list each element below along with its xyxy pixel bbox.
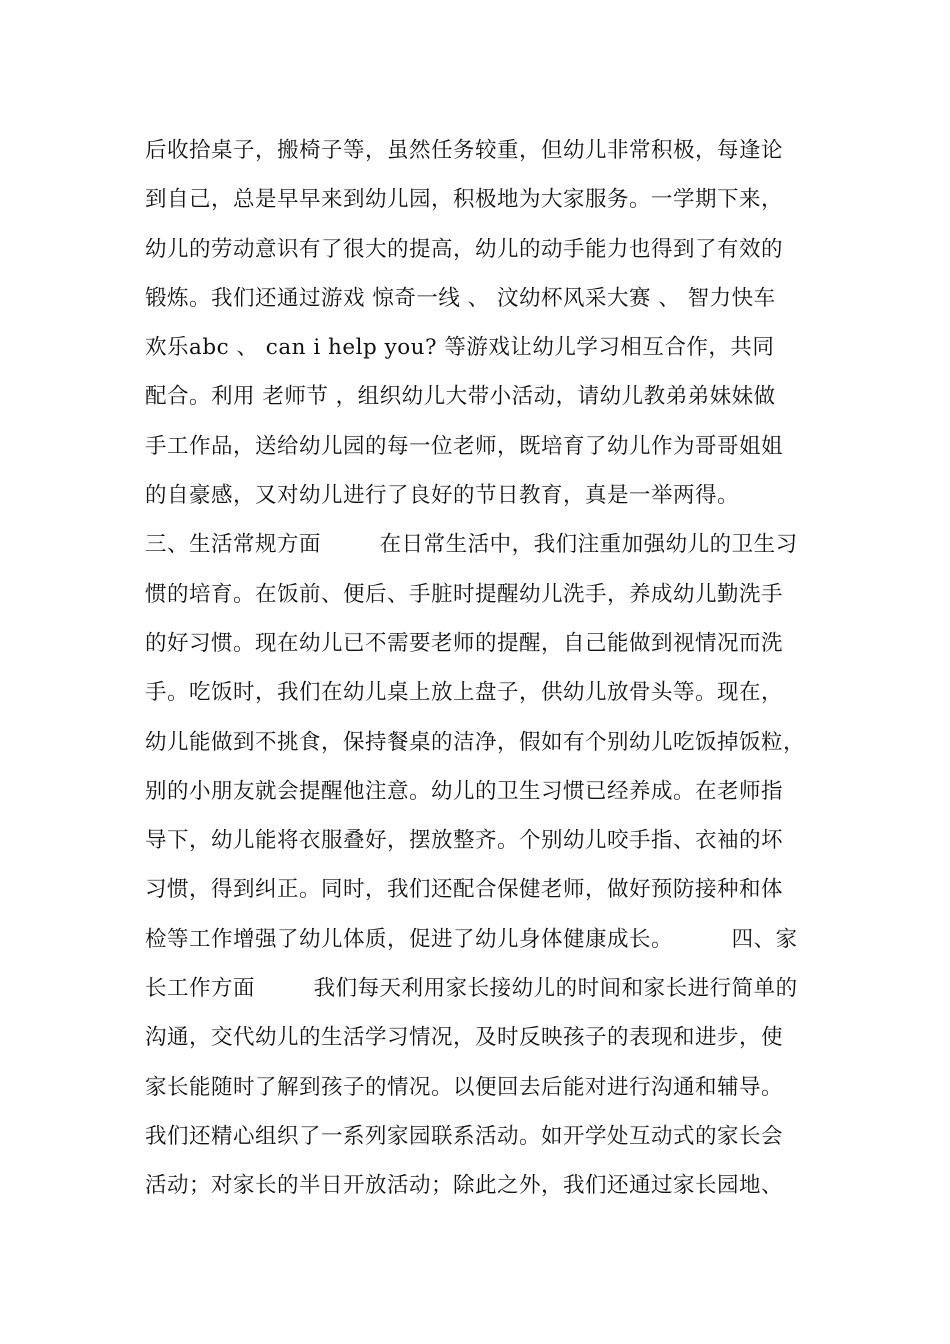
text-line: 手工作品，送给幼儿园的每一位老师，既培育了幼儿作为哥哥姐姐 <box>145 433 784 459</box>
text-line: 长工作方面 我们每天利用家长接幼儿的时间和家长进行简单的 <box>145 976 798 1002</box>
text-line: 锻炼。我们还通过游戏 惊奇一线 、 汶幼杯风采大赛 、 智力快车 <box>145 285 776 311</box>
text-line: 幼儿能做到不挑食，保持餐桌的洁净，假如有个别幼儿吃饭掉饭粒， <box>145 729 806 755</box>
text-line: 到自己，总是早早来到幼儿园，积极地为大家服务。一学期下来， <box>145 187 784 213</box>
text-line: 幼儿的劳动意识有了很大的提高，幼儿的动手能力也得到了有效的 <box>145 236 784 262</box>
text-line: 的自豪感，又对幼儿进行了良好的节日教育，真是一举两得。 <box>145 483 740 509</box>
text-line: 导下，幼儿能将衣服叠好，摆放整齐。个别幼儿咬手指、衣袖的坏 <box>145 828 784 854</box>
text-line: 配合。利用 老师节 ，组织幼儿大带小活动，请幼儿教弟弟妹妹做 <box>145 384 776 410</box>
text-line: 检等工作增强了幼儿体质，促进了幼儿身体健康成长。 四、家 <box>145 926 798 952</box>
text-line: 惯的培育。在饭前、便后、手脏时提醒幼儿洗手，养成幼儿勤洗手 <box>145 581 784 607</box>
text-line: 三、生活常规方面 在日常生活中，我们注重加强幼儿的卫生习 <box>145 532 798 558</box>
text-line: 家长能随时了解到孩子的情况。以便回去后能对进行沟通和辅导。 <box>145 1074 784 1100</box>
text-line: 手。吃饭时，我们在幼儿桌上放上盘子，供幼儿放骨头等。现在， <box>145 680 784 706</box>
text-line: 后收拾桌子，搬椅子等，虽然任务较重，但幼儿非常积极，每逢论 <box>145 138 784 163</box>
body-text <box>145 131 825 1216</box>
text-line: 习惯，得到纠正。同时，我们还配合保健老师，做好预防接种和体 <box>145 877 784 903</box>
text-line: 的好习惯。现在幼儿已不需要老师的提醒，自己能做到视情况而洗 <box>145 630 784 656</box>
text-line: 欢乐abc 、 can i help you? 等游戏让幼儿学习相互合作，共同 <box>145 335 775 361</box>
text-line: 我们还精心组织了一系列家园联系活动。如开学处互动式的家长会 <box>145 1123 784 1149</box>
text-line: 活动；对家长的半日开放活动；除此之外，我们还通过家长园地、 <box>145 1173 784 1199</box>
text-line: 沟通，交代幼儿的生活学习情况，及时反映孩子的表现和进步，使 <box>145 1025 784 1051</box>
text-line: 别的小朋友就会提醒他注意。幼儿的卫生习惯已经养成。在老师指 <box>145 778 784 804</box>
